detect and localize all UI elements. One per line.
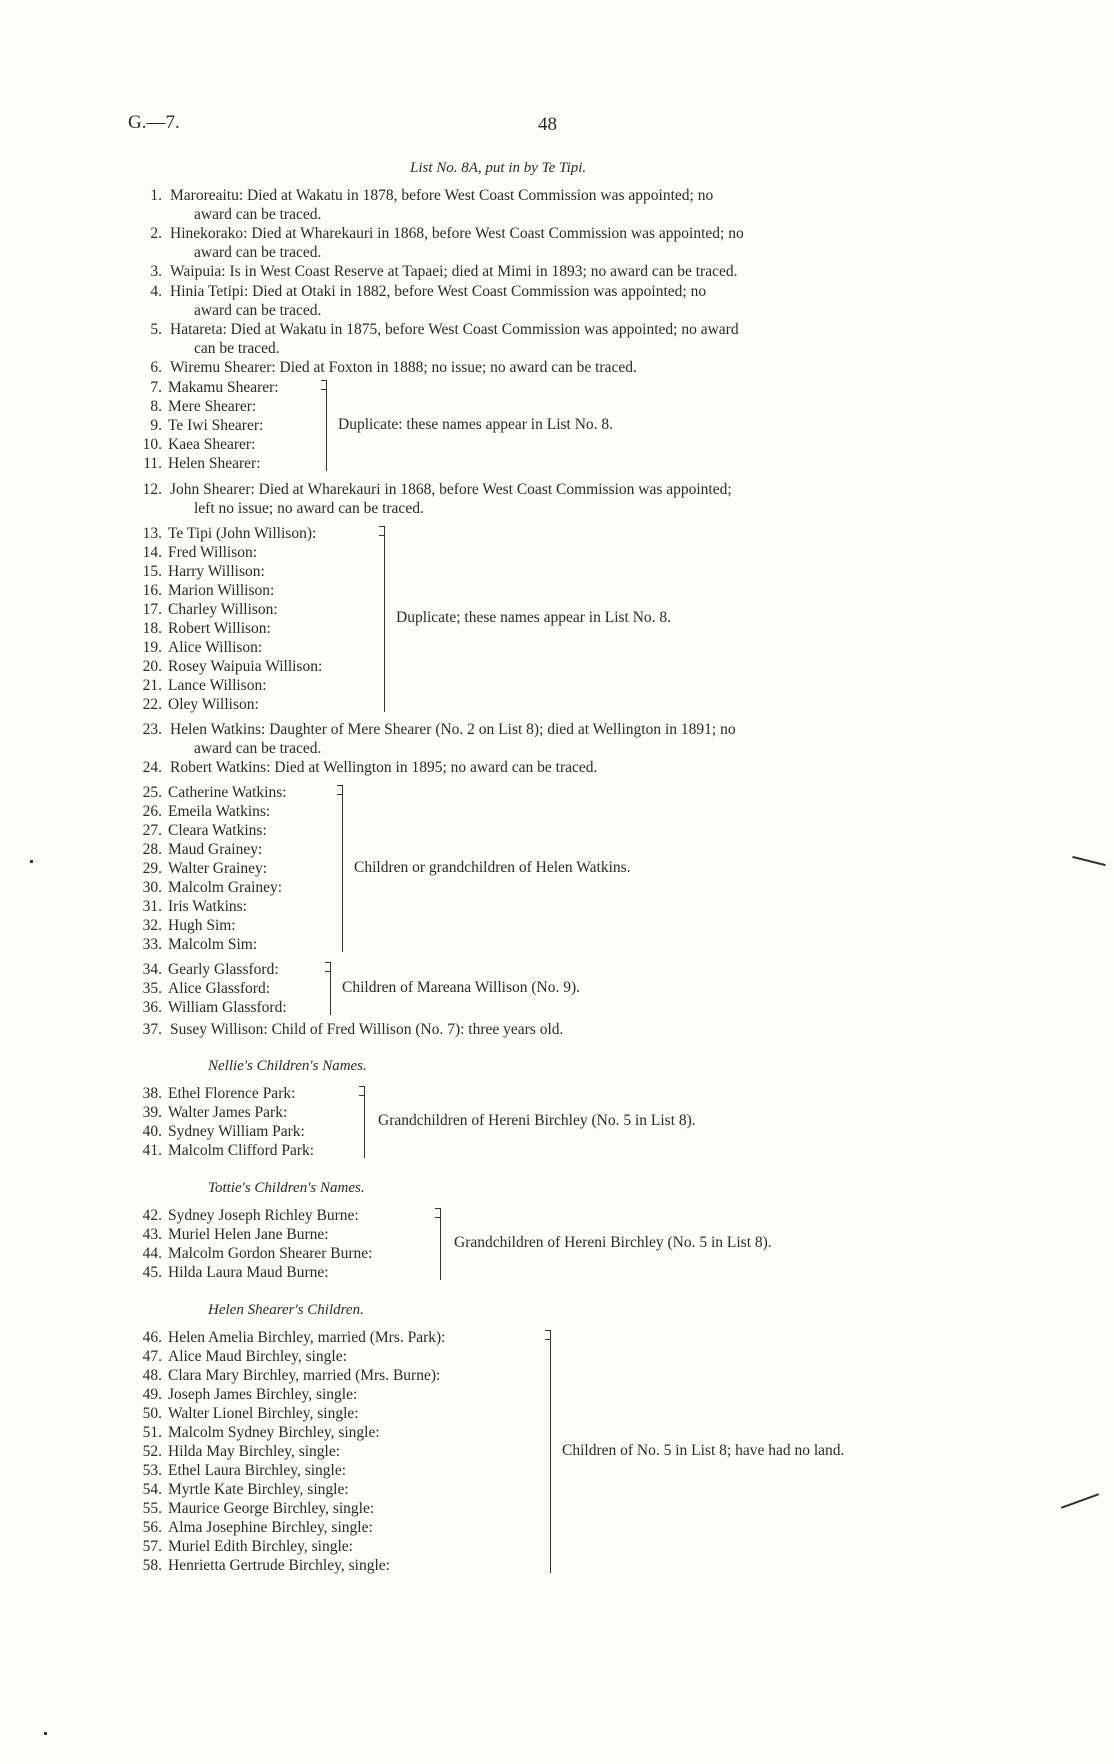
group-note: Duplicate: these names appear in List No. 8. xyxy=(338,415,614,433)
entry-4: 4. Hinia Tetipi: Died at Otaki in 1882, before West Coast Commission was appointed; no award can be traced. xyxy=(150,283,707,319)
brace xyxy=(342,785,343,952)
entry-3: 3. Waipuia: Is in West Coast Reserve at Tapaei; died at Mimi in 1893; no award can be traced. xyxy=(150,263,738,280)
entry-6: 6. Wiremu Shearer: Died at Foxton in 1888; no issue; no award can be traced. xyxy=(150,359,637,376)
entry-2: 2. Hinekorako: Died at Wharekauri in 1868, before West Coast Commission was appointed; no award can be traced. xyxy=(150,225,744,261)
brace xyxy=(384,526,385,712)
margin-dot xyxy=(44,1732,47,1735)
brace xyxy=(440,1208,441,1280)
entry-24: 24. Robert Watkins: Died at Wellington in 1895; no award can be traced. xyxy=(142,759,598,776)
group-note: Children or grandchildren of Helen Watkins. xyxy=(354,858,631,876)
section-title-nellie: Nellie's Children's Names. xyxy=(208,1058,367,1074)
list-title: List No. 8A, put in by Te Tipi. xyxy=(410,160,587,176)
brace xyxy=(330,962,331,1015)
brace xyxy=(364,1086,365,1158)
entry-12: 12. John Shearer: Died at Wharekauri in 1868, before West Coast Commission was appointed; left no issue; no award can be traced. xyxy=(142,481,732,517)
margin-mark xyxy=(1061,1493,1099,1509)
section-title-tottie: Tottie's Children's Names. xyxy=(208,1180,365,1196)
entry-5: 5. Hatareta: Died at Wakatu in 1875, before West Coast Commission was appointed; no award can be traced. xyxy=(150,321,739,357)
group-note: Children of Mareana Willison (No. 9). xyxy=(342,978,580,996)
group-note: Children of No. 5 in List 8; have had no land. xyxy=(562,1441,845,1459)
group-note: Grandchildren of Hereni Birchley (No. 5 in List 8). xyxy=(454,1234,772,1251)
entry-37: 37. Susey Willison: Child of Fred Willison (No. 7): three years old. xyxy=(142,1021,564,1038)
group-note: Grandchildren of Hereni Birchley (No. 5 in List 8). xyxy=(378,1112,696,1129)
margin-mark xyxy=(1072,856,1105,866)
entry-1: 1. Maroreaitu: Died at Wakatu in 1878, before West Coast Commission was appointed; no award can be traced. xyxy=(150,187,714,223)
group-note: Duplicate; these names appear in List No. 8. xyxy=(396,609,672,626)
page-number: 48 xyxy=(538,114,557,135)
document-code: G.—7. xyxy=(128,112,180,133)
entry-23: 23. Helen Watkins: Daughter of Mere Shearer (No. 2 on List 8); died at Wellington in 1891; no award can be traced. xyxy=(142,721,736,757)
brace xyxy=(326,380,327,471)
brace xyxy=(550,1330,551,1573)
margin-dot xyxy=(30,860,33,863)
section-title-helen: Helen Shearer's Children. xyxy=(208,1302,364,1318)
